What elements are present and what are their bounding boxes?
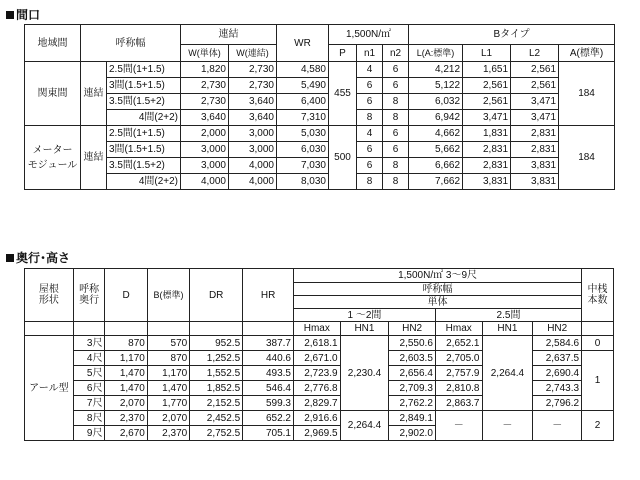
hmax-b-dash-cell: －	[435, 411, 482, 441]
w-single-cell: 3,640	[181, 110, 229, 126]
table-row	[25, 158, 615, 174]
header-dr: DR	[190, 269, 243, 322]
table-row	[25, 411, 614, 426]
header-span-b: 2.5間	[435, 309, 581, 322]
header-blank	[105, 322, 147, 336]
d-cell: 2,370	[105, 411, 147, 426]
l2-cell: 2,561	[511, 62, 559, 78]
w-single-cell: 2,730	[181, 78, 229, 94]
a-cell: 184	[559, 62, 615, 126]
dr-cell: 2,752.5	[190, 426, 243, 441]
l-cell: 6,662	[409, 158, 463, 174]
header-hn2-b: HN2	[533, 322, 582, 336]
hn1-a-cell: 2,264.4	[340, 411, 389, 441]
table-row	[25, 78, 615, 94]
hn2-b-cell: 2,743.3	[533, 381, 582, 396]
depth-height-table	[24, 268, 614, 441]
header-blank	[147, 322, 189, 336]
l-cell: 6,942	[409, 110, 463, 126]
w-single-cell: 2,730	[181, 94, 229, 110]
d-cell: 1,170	[105, 351, 147, 366]
hn2-a-cell: 2,902.0	[389, 426, 436, 441]
header-l-std: L(A:標準)	[409, 45, 463, 62]
mid-posts-cell: 0	[582, 336, 614, 351]
hn2-a-cell: 2,762.2	[389, 396, 436, 411]
type-cell: 連結	[81, 126, 107, 190]
header-blank	[243, 322, 294, 336]
w-single-cell: 4,000	[181, 174, 229, 190]
section-title-text: 間口	[16, 8, 41, 22]
header-n1: n1	[357, 45, 383, 62]
hn2-b-dash-cell: －	[533, 411, 582, 441]
l1-cell: 2,831	[463, 158, 511, 174]
table-row	[25, 126, 615, 142]
header-btype: Bタイプ	[409, 25, 615, 45]
header-a-std: A(標準)	[559, 45, 615, 62]
n1-cell: 4	[357, 62, 383, 78]
n1-cell: 6	[357, 142, 383, 158]
mid-posts-cell: 1	[582, 351, 614, 411]
hmax-b-cell: 2,810.8	[435, 381, 482, 396]
b-cell: 2,370	[147, 426, 189, 441]
dr-cell: 2,152.5	[190, 396, 243, 411]
table-row	[25, 174, 615, 190]
hn2-a-cell: 2,603.5	[389, 351, 436, 366]
hr-cell: 652.2	[243, 411, 294, 426]
section-square-icon	[6, 254, 14, 262]
hr-cell: 705.1	[243, 426, 294, 441]
l1-cell: 1,831	[463, 126, 511, 142]
n2-cell: 8	[383, 110, 409, 126]
table-row	[25, 336, 614, 351]
l-cell: 6,032	[409, 94, 463, 110]
l1-cell: 2,561	[463, 94, 511, 110]
l1-cell: 1,651	[463, 62, 511, 78]
hmax-a-cell: 2,618.1	[294, 336, 341, 351]
l1-cell: 2,831	[463, 142, 511, 158]
hr-cell: 546.4	[243, 381, 294, 396]
table-row	[25, 62, 615, 78]
n2-cell: 6	[383, 142, 409, 158]
hn1-b-cell: 2,264.4	[482, 336, 533, 411]
d-cell: 2,070	[105, 396, 147, 411]
header-load: 1,500N/㎡	[329, 25, 409, 45]
table-row	[25, 110, 615, 126]
l-cell: 5,122	[409, 78, 463, 94]
header-p: P	[329, 45, 357, 62]
w-connected-cell: 3,000	[229, 126, 277, 142]
l1-cell: 3,471	[463, 110, 511, 126]
span-cell: 4間(2+2)	[107, 174, 181, 190]
span-cell: 4間(2+2)	[107, 110, 181, 126]
l2-cell: 3,831	[511, 158, 559, 174]
p-cell: 455	[329, 62, 357, 126]
w-connected-cell: 2,730	[229, 78, 277, 94]
hmax-b-cell: 2,863.7	[435, 396, 482, 411]
b-cell: 570	[147, 336, 189, 351]
header-w-single: W(単体)	[181, 45, 229, 62]
header-hmax-a: Hmax	[294, 322, 341, 336]
hn2-a-cell: 2,656.4	[389, 366, 436, 381]
n2-cell: 6	[383, 62, 409, 78]
wr-cell: 4,580	[277, 62, 329, 78]
l2-cell: 2,831	[511, 142, 559, 158]
header-region: 地域間	[25, 25, 81, 62]
b-cell: 1,770	[147, 396, 189, 411]
depth-cell: 7尺	[73, 396, 105, 411]
n2-cell: 6	[383, 78, 409, 94]
header-l2: L2	[511, 45, 559, 62]
dr-cell: 1,552.5	[190, 366, 243, 381]
roof-type-cell: アール型	[25, 336, 74, 441]
w-single-cell: 1,820	[181, 62, 229, 78]
header-roof: 屋根 形状	[25, 269, 74, 322]
l2-cell: 2,561	[511, 78, 559, 94]
l2-cell: 3,471	[511, 94, 559, 110]
span-cell: 2.5間(1+1.5)	[107, 126, 181, 142]
header-span-a: 1 ～2間	[294, 309, 436, 322]
header-b-std: B(標準)	[147, 269, 189, 322]
l-cell: 4,662	[409, 126, 463, 142]
span-cell: 3間(1.5+1.5)	[107, 78, 181, 94]
header-n2: n2	[383, 45, 409, 62]
depth-cell: 4尺	[73, 351, 105, 366]
w-connected-cell: 3,640	[229, 110, 277, 126]
l2-cell: 2,831	[511, 126, 559, 142]
header-wr: WR	[277, 25, 329, 62]
header-l1: L1	[463, 45, 511, 62]
header-blank	[582, 322, 614, 336]
hn2-a-cell: 2,550.6	[389, 336, 436, 351]
section-square-icon	[6, 11, 14, 19]
w-connected-cell: 4,000	[229, 158, 277, 174]
dr-cell: 2,452.5	[190, 411, 243, 426]
header-nominal-width: 呼称幅	[294, 283, 582, 296]
hmax-a-cell: 2,671.0	[294, 351, 341, 366]
header-load: 1,500N/㎡ 3～9尺	[294, 269, 582, 283]
n2-cell: 6	[383, 126, 409, 142]
l2-cell: 3,471	[511, 110, 559, 126]
hn2-b-cell: 2,584.6	[533, 336, 582, 351]
depth-cell: 6尺	[73, 381, 105, 396]
w-connected-cell: 3,640	[229, 94, 277, 110]
n1-cell: 4	[357, 126, 383, 142]
n1-cell: 6	[357, 158, 383, 174]
header-hmax-b: Hmax	[435, 322, 482, 336]
wr-cell: 6,400	[277, 94, 329, 110]
table-row	[25, 94, 615, 110]
frontage-table	[24, 24, 615, 190]
l-cell: 7,662	[409, 174, 463, 190]
hmax-a-cell: 2,723.9	[294, 366, 341, 381]
w-single-cell: 2,000	[181, 126, 229, 142]
span-cell: 3間(1.5+1.5)	[107, 142, 181, 158]
w-connected-cell: 4,000	[229, 174, 277, 190]
header-mid-posts: 中桟 本数	[582, 269, 614, 322]
hn2-a-cell: 2,709.3	[389, 381, 436, 396]
type-cell: 連結	[81, 62, 107, 126]
wr-cell: 5,490	[277, 78, 329, 94]
section-title-depth-height	[6, 249, 70, 266]
header-hr: HR	[243, 269, 294, 322]
hn2-a-cell: 2,849.1	[389, 411, 436, 426]
span-cell: 3.5間(1.5+2)	[107, 158, 181, 174]
d-cell: 1,470	[105, 366, 147, 381]
w-single-cell: 3,000	[181, 158, 229, 174]
hr-cell: 387.7	[243, 336, 294, 351]
l1-cell: 3,831	[463, 174, 511, 190]
n1-cell: 8	[357, 110, 383, 126]
wr-cell: 7,030	[277, 158, 329, 174]
header-single: 単体	[294, 296, 582, 309]
depth-cell: 8尺	[73, 411, 105, 426]
hn1-a-cell: 2,230.4	[340, 336, 389, 411]
hn2-b-cell: 2,796.2	[533, 396, 582, 411]
n2-cell: 8	[383, 174, 409, 190]
hmax-a-cell: 2,829.7	[294, 396, 341, 411]
b-cell: 870	[147, 351, 189, 366]
header-blank	[190, 322, 243, 336]
span-cell: 2.5間(1+1.5)	[107, 62, 181, 78]
d-cell: 1,470	[105, 381, 147, 396]
d-cell: 2,670	[105, 426, 147, 441]
header-hn1-a: HN1	[340, 322, 389, 336]
header-hn1-b: HN1	[482, 322, 533, 336]
w-connected-cell: 3,000	[229, 142, 277, 158]
section-title-frontage	[6, 6, 40, 23]
hn1-b-dash-cell: －	[482, 411, 533, 441]
wr-cell: 8,030	[277, 174, 329, 190]
hmax-a-cell: 2,776.8	[294, 381, 341, 396]
wr-cell: 6,030	[277, 142, 329, 158]
dr-cell: 952.5	[190, 336, 243, 351]
wr-cell: 7,310	[277, 110, 329, 126]
dr-cell: 1,252.5	[190, 351, 243, 366]
n2-cell: 8	[383, 94, 409, 110]
l-cell: 4,212	[409, 62, 463, 78]
d-cell: 870	[105, 336, 147, 351]
table-row	[25, 142, 615, 158]
header-w-connected: W(連結)	[229, 45, 277, 62]
b-cell: 1,470	[147, 381, 189, 396]
region-cell: メーター モジュール	[25, 126, 81, 190]
depth-cell: 3尺	[73, 336, 105, 351]
hr-cell: 599.3	[243, 396, 294, 411]
n1-cell: 6	[357, 78, 383, 94]
header-nominal-width: 呼称幅	[81, 25, 181, 62]
w-connected-cell: 2,730	[229, 62, 277, 78]
n2-cell: 8	[383, 158, 409, 174]
hn2-b-cell: 2,690.4	[533, 366, 582, 381]
span-cell: 3.5間(1.5+2)	[107, 94, 181, 110]
header-blank	[73, 322, 105, 336]
l-cell: 5,662	[409, 142, 463, 158]
wr-cell: 5,030	[277, 126, 329, 142]
a-cell: 184	[559, 126, 615, 190]
region-cell: 関東間	[25, 62, 81, 126]
hmax-b-cell: 2,652.1	[435, 336, 482, 351]
hr-cell: 440.6	[243, 351, 294, 366]
hr-cell: 493.5	[243, 366, 294, 381]
section-title-text: 奥行･高さ	[16, 251, 71, 265]
hmax-b-cell: 2,757.9	[435, 366, 482, 381]
p-cell: 500	[329, 126, 357, 190]
hmax-b-cell: 2,705.0	[435, 351, 482, 366]
hmax-a-cell: 2,916.6	[294, 411, 341, 426]
n1-cell: 6	[357, 94, 383, 110]
dr-cell: 1,852.5	[190, 381, 243, 396]
b-cell: 1,170	[147, 366, 189, 381]
depth-cell: 5尺	[73, 366, 105, 381]
header-connection: 連結	[181, 25, 277, 45]
header-nominal-depth: 呼称 奥行	[73, 269, 105, 322]
header-blank	[25, 322, 74, 336]
depth-cell: 9尺	[73, 426, 105, 441]
hmax-a-cell: 2,969.5	[294, 426, 341, 441]
l1-cell: 2,561	[463, 78, 511, 94]
mid-posts-cell: 2	[582, 411, 614, 441]
w-single-cell: 3,000	[181, 142, 229, 158]
header-hn2-a: HN2	[389, 322, 436, 336]
b-cell: 2,070	[147, 411, 189, 426]
n1-cell: 8	[357, 174, 383, 190]
l2-cell: 3,831	[511, 174, 559, 190]
hn2-b-cell: 2,637.5	[533, 351, 582, 366]
header-d: D	[105, 269, 147, 322]
